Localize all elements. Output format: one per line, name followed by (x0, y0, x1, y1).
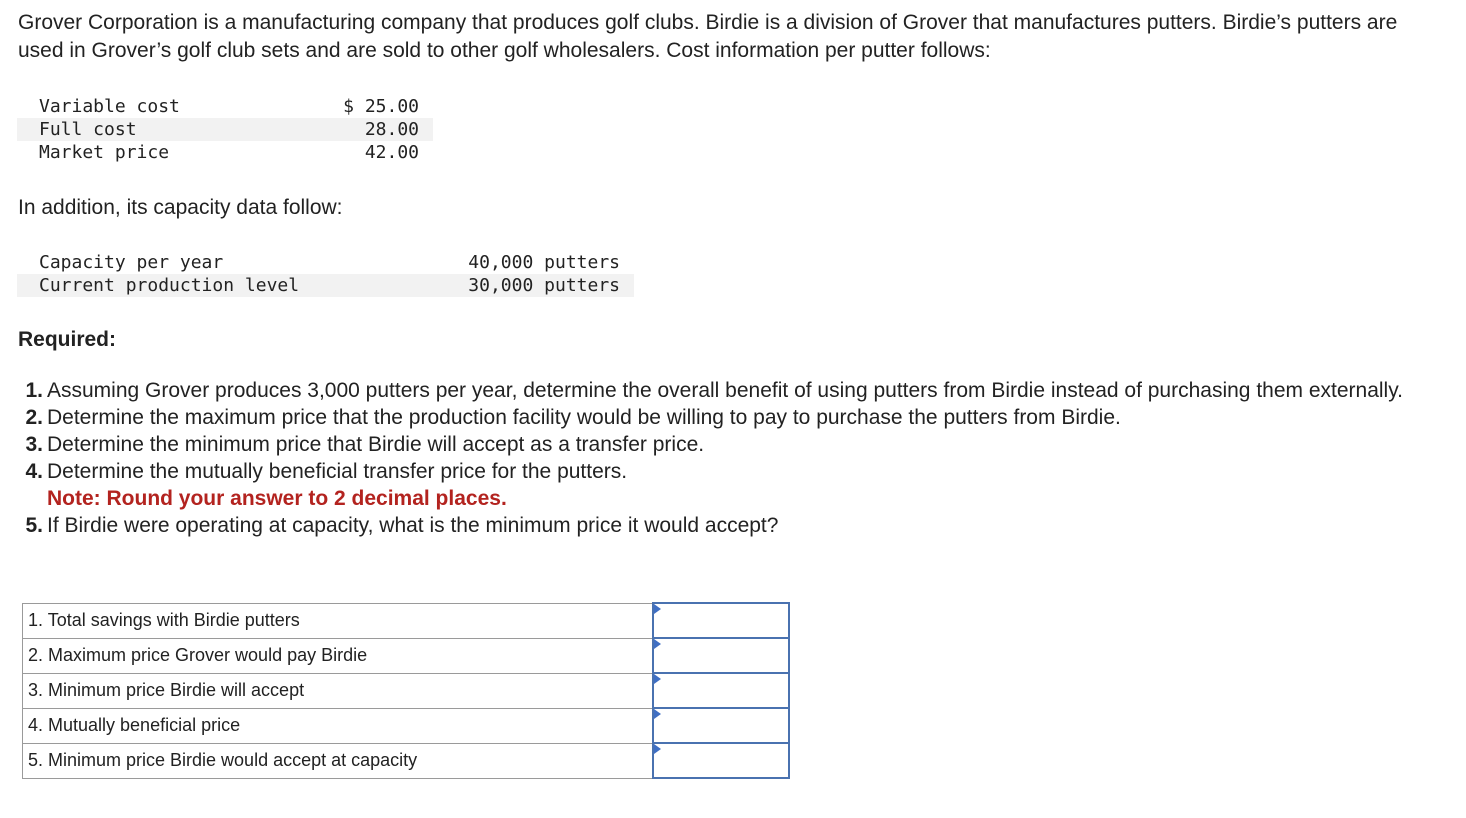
capacity-label: Capacity per year (39, 252, 224, 273)
requirement-item (18, 458, 1438, 485)
answer-label: 5. Minimum price Birdie would accept at capacity (23, 743, 654, 778)
requirement-text: Determine the mutually beneficial transfer price for the putters. (47, 460, 628, 483)
answer-input-minimum-price[interactable] (654, 674, 788, 707)
answer-cell (653, 743, 789, 778)
capacity-intro: In addition, its capacity data follow: (18, 196, 343, 219)
cost-row-full (17, 118, 433, 141)
requirement-item (18, 377, 1438, 404)
required-heading: Required: (18, 328, 117, 351)
problem-intro: Grover Corporation is a manufacturing company that produces golf clubs. Birdie is a division of Grover that manufactures putters. Birdie’s putters are used in Grover’s golf club sets and are sold to other golf wholesalers. Cost information per putter follows: (18, 11, 1398, 62)
cost-label: Full cost (17, 118, 285, 141)
capacity-table (17, 251, 634, 297)
answer-input-mutually-beneficial-price[interactable] (654, 709, 788, 742)
requirement-number: 4. (25, 460, 43, 483)
answer-row (23, 743, 790, 778)
answer-row (23, 673, 790, 708)
requirement-text: Determine the maximum price that the production facility would be willing to pay to purchase the putters from Birdie. (47, 406, 1121, 429)
requirement-text: If Birdie were operating at capacity, what is the minimum price it would accept? (47, 514, 779, 537)
capacity-value: 40,000 putters (468, 252, 620, 273)
cost-label: Variable cost (39, 96, 180, 117)
answer-cell (653, 708, 789, 743)
capacity-row-per-year (17, 251, 634, 274)
answer-row (23, 708, 790, 743)
capacity-value: 30,000 putters (406, 274, 634, 297)
cost-row-variable (17, 95, 433, 118)
answer-input-minimum-price-at-capacity[interactable] (654, 744, 788, 777)
input-marker-icon (654, 639, 661, 649)
requirements-list (18, 377, 1438, 539)
answer-table (22, 602, 790, 779)
cost-label: Market price (39, 142, 170, 163)
answer-input-maximum-price[interactable] (654, 639, 788, 672)
cost-value: $ 25.00 (343, 96, 419, 117)
answer-label: 1. Total savings with Birdie putters (23, 603, 654, 638)
rounding-note: Note: Round your answer to 2 decimal places. (47, 487, 507, 510)
cost-value: 28.00 (285, 118, 433, 141)
requirement-number: 1. (25, 379, 43, 402)
capacity-row-current (17, 274, 634, 297)
cost-value: 42.00 (364, 142, 419, 163)
input-marker-icon (654, 709, 661, 719)
cost-row-market (17, 141, 433, 164)
requirement-item (18, 512, 1438, 539)
requirement-text: Assuming Grover produces 3,000 putters per year, determine the overall benefit of using putters from Birdie instead of purchasing them externally. (47, 379, 1403, 402)
input-marker-icon (654, 744, 661, 754)
input-marker-icon (654, 604, 661, 614)
requirement-item (18, 404, 1438, 431)
answer-label: 2. Maximum price Grover would pay Birdie (23, 638, 654, 673)
answer-label: 4. Mutually beneficial price (23, 708, 654, 743)
requirement-item (18, 431, 1438, 458)
requirement-number: 5. (25, 514, 43, 537)
requirement-number: 2. (25, 406, 43, 429)
input-marker-icon (654, 674, 661, 684)
answer-cell (653, 603, 789, 638)
requirement-number: 3. (25, 433, 43, 456)
cost-info-table (17, 95, 433, 164)
answer-cell (653, 638, 789, 673)
capacity-label: Current production level (17, 274, 406, 297)
answer-row (23, 638, 790, 673)
requirement-text: Determine the minimum price that Birdie will accept as a transfer price. (47, 433, 705, 456)
answer-row (23, 603, 790, 638)
answer-label: 3. Minimum price Birdie will accept (23, 673, 654, 708)
answer-cell (653, 673, 789, 708)
answer-input-total-savings[interactable] (654, 604, 788, 637)
